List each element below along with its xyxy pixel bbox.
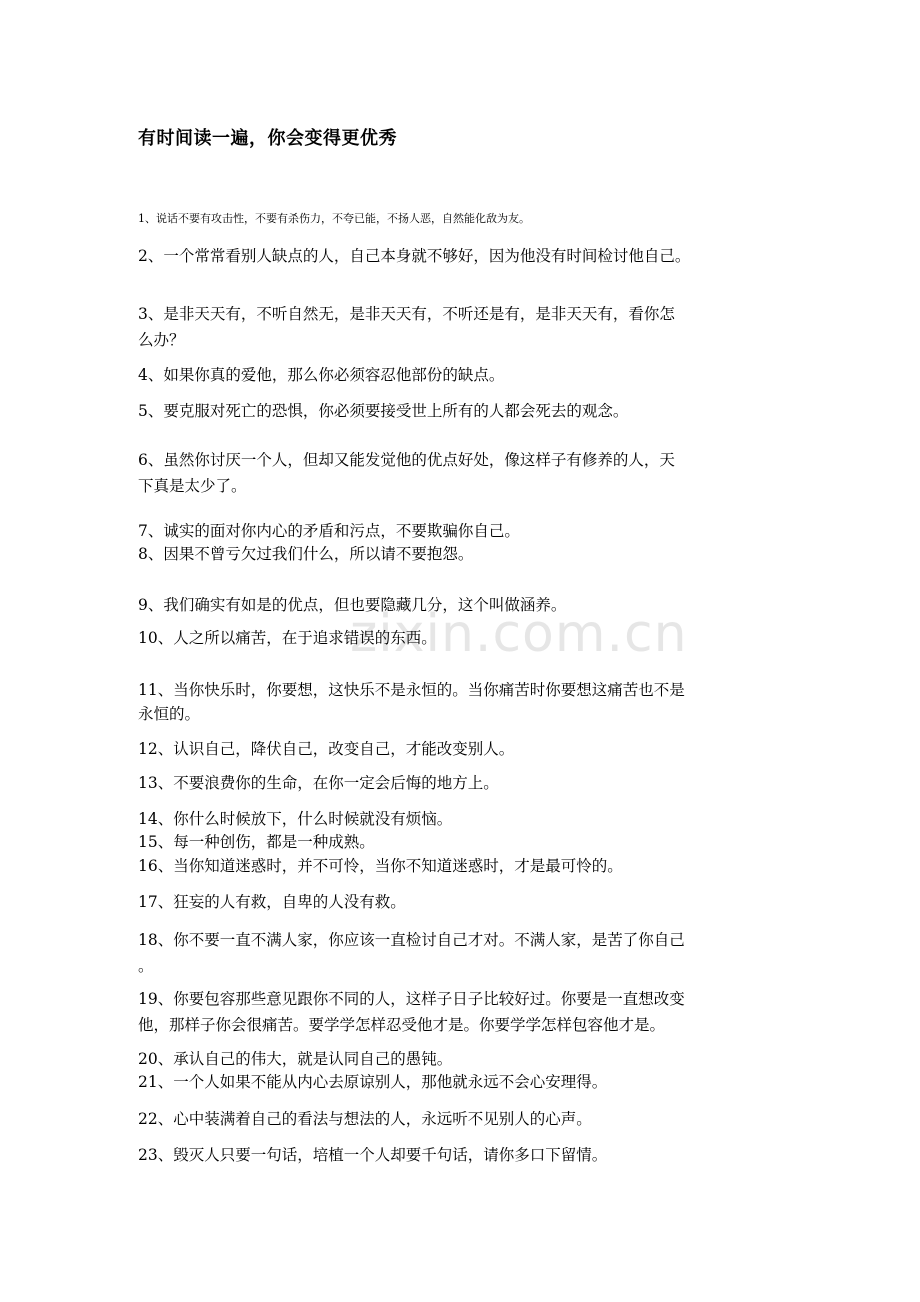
- text-line: 6、虽然你讨厌一个人，但却又能发觉他的优点好处，像这样子有修养的人，天: [138, 451, 675, 469]
- text-line: 4、如果你真的爱他，那么你必须容忍他部份的缺点。: [138, 366, 505, 384]
- text-line: 7、诚实的面对你内心的矛盾和污点，不要欺骗你自己。: [138, 522, 520, 540]
- text-line: 23、毁灭人只要一句话，培植一个人却要千句话，请你多口下留情。: [138, 1146, 608, 1164]
- text-line: 他，那样子你会很痛苦。要学学怎样忍受他才是。你要学学怎样包容他才是。: [138, 1016, 666, 1034]
- page-title: 有时间读一遍，你会变得更优秀: [138, 128, 397, 149]
- text-line: 16、当你知道迷惑时，并不可怜，当你不知道迷惑时，才是最可怜的。: [138, 857, 623, 875]
- text-line: 5、要克服对死亡的恐惧，你必须要接受世上所有的人都会死去的观念。: [138, 402, 629, 420]
- text-line: 永恒的。: [138, 705, 201, 723]
- text-line: 15、每一种创伤，都是一种成熟。: [138, 833, 375, 851]
- text-line: 18、你不要一直不满人家，你应该一直检讨自己才对。不满人家，是苦了你自己: [138, 931, 685, 949]
- text-line: 21、一个人如果不能从内心去原谅别人，那他就永远不会心安理得。: [138, 1073, 608, 1091]
- text-line: 22、心中装满着自己的看法与想法的人，永远听不见别人的心声。: [138, 1110, 592, 1128]
- text-line: 。: [138, 957, 154, 975]
- text-line: 2、一个常常看别人缺点的人，自己本身就不够好，因为他没有时间检讨他自己。: [138, 247, 691, 265]
- text-line: 13、不要浪费你的生命，在你一定会后悔的地方上。: [138, 774, 499, 792]
- text-line: 3、是非天天有，不听自然无，是非天天有，不听还是有，是非天天有，看你怎: [138, 305, 675, 323]
- text-line: 20、承认自己的伟大，就是认同自己的愚钝。: [138, 1050, 453, 1068]
- text-line: 下真是太少了。: [138, 477, 247, 495]
- text-line: 17、狂妄的人有救，自卑的人没有救。: [138, 893, 406, 911]
- text-line: 11、当你快乐时，你要想，这快乐不是永恒的。当你痛苦时你要想这痛苦也不是: [138, 681, 685, 699]
- text-line: 10、人之所以痛苦，在于追求错误的东西。: [138, 629, 437, 647]
- text-line: 9、我们确实有如是的优点，但也要隐藏几分，这个叫做涵养。: [138, 596, 567, 614]
- text-line: 1、说话不要有攻击性，不要有杀伤力，不夸已能，不扬人恶，自然能化敌为友。: [138, 212, 530, 225]
- text-line: 么办？: [138, 331, 185, 349]
- text-line: 19、你要包容那些意见跟你不同的人，这样子日子比较好过。你要是一直想改变: [138, 990, 685, 1008]
- text-line: 8、因果不曾亏欠过我们什么，所以请不要抱怨。: [138, 545, 474, 563]
- text-line: 12、认识自己，降伏自己，改变自己，才能改变别人。: [138, 740, 515, 758]
- text-line: 14、你什么时候放下，什么时候就没有烦恼。: [138, 810, 453, 828]
- watermark: zixin.com.cn: [350, 604, 688, 664]
